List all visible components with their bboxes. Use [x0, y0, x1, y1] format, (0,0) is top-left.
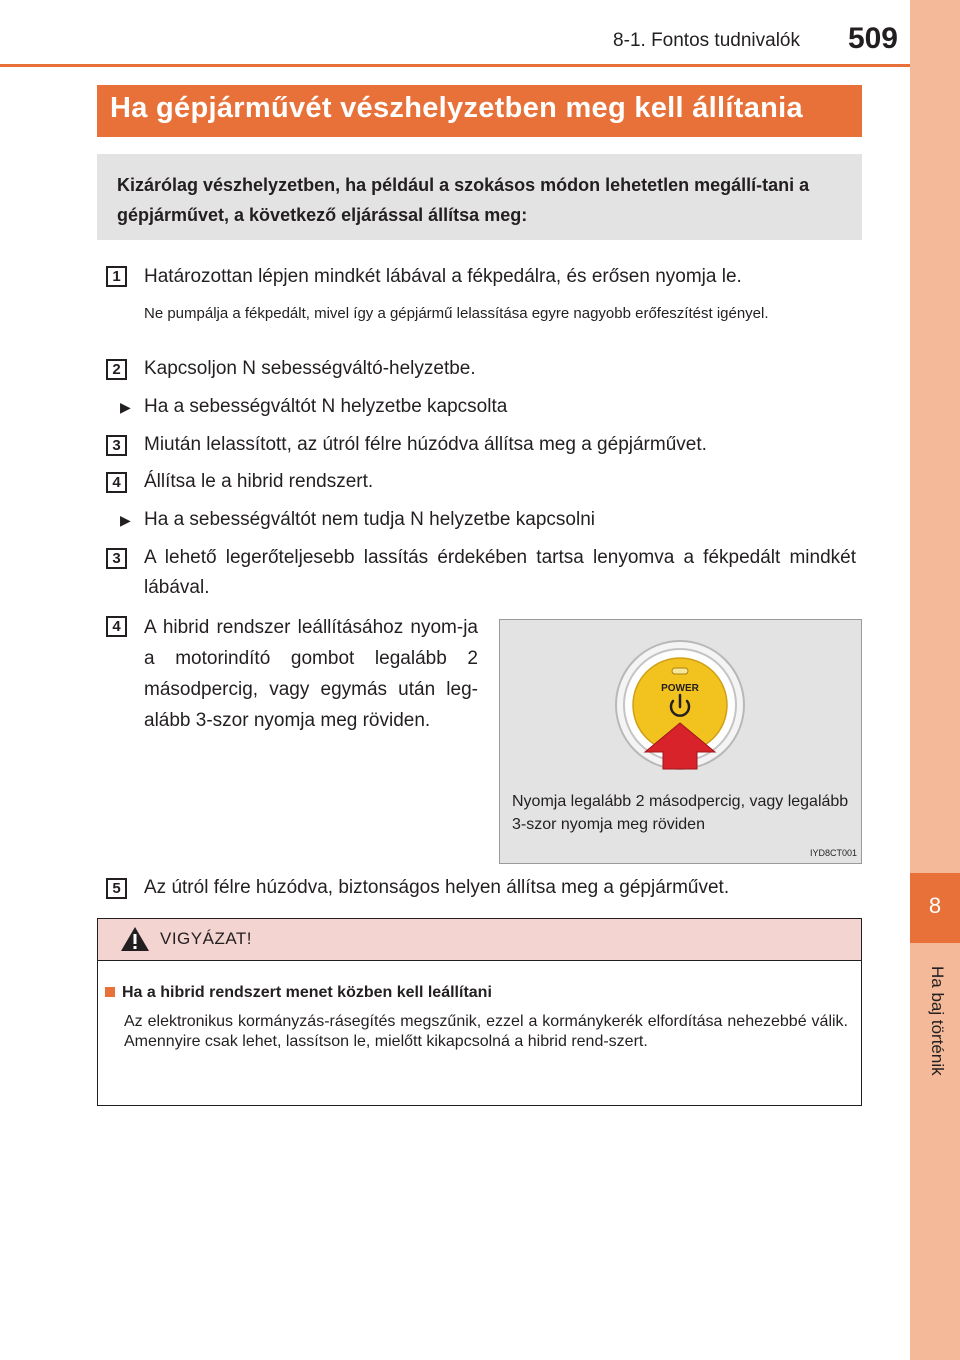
power-button-illustration	[499, 619, 862, 789]
caution-body: Az elektronikus kormányzás-rásegítés megszűnik, ezzel a kormánykerék elfordítása nehezebbé válik. Amennyire csak lehet, lassítson le, mielőtt kikapcsolná a hibrid rend-szert.	[124, 1013, 848, 1050]
step-text: Állítsa le a hibrid rendszert.	[144, 471, 374, 492]
condition-heading: Ha a sebességváltót N helyzetbe kapcsolta	[144, 396, 508, 417]
step-number: 3	[106, 435, 127, 456]
header-rule	[0, 64, 910, 67]
step-text: Az útról félre húzódva, biztonságos helyen állítsa meg a gépjárművet.	[144, 877, 730, 898]
step-text: Kapcsoljon N sebességváltó-helyzetbe.	[144, 358, 476, 379]
indicator-lamp	[672, 668, 688, 674]
caution-title: VIGYÁZAT!	[160, 929, 253, 948]
step-number: 3	[106, 548, 127, 569]
step-number: 1	[106, 266, 127, 287]
chapter-title: Ha baj történik	[928, 966, 947, 1076]
bullet-square-icon	[105, 987, 115, 997]
page-number: 509	[847, 22, 898, 55]
section-title: 8-1. Fontos tudnivalók	[613, 30, 800, 51]
step-text: A hibrid rendszer leállításához nyom-ja a motorindító gombot legalább 2 másodpercig, vagy egymás után leg-alább 3-szor nyomja meg röviden.	[144, 617, 478, 731]
page-title: Ha gépjárművét vészhelyzetben meg kell állítania	[110, 92, 803, 124]
step-number: 5	[106, 878, 127, 899]
figure-caption: Nyomja legalább 2 másodpercig, vagy legalább 3-szor nyomja meg röviden	[512, 793, 849, 833]
triangle-right-icon: ▶	[120, 399, 131, 415]
figure-code: IYD8CT001	[809, 848, 857, 858]
condition-heading: Ha a sebességváltót nem tudja N helyzetbe kapcsolni	[144, 509, 595, 530]
step-text: A lehető legerőteljesebb lassítás érdekében tartsa lenyomva a fékpedált mindkét lábával.	[144, 547, 856, 598]
step-text: Határozottan lépjen mindkét lábával a fékpedálra, és erősen nyomja le.	[144, 266, 742, 287]
caution-subheading: Ha a hibrid rendszert menet közben kell leállítani	[122, 984, 492, 1001]
power-label: POWER	[661, 683, 699, 694]
step-note: Ne pumpálja a fékpedált, mivel így a gépjármű lelassítása egyre nagyobb erőfeszítést igényel.	[144, 305, 769, 322]
chapter-number: 8	[928, 893, 942, 918]
step-number: 2	[106, 359, 127, 380]
chapter-side-tab	[910, 0, 960, 1360]
intro-text: Kizárólag vészhelyzetben, ha például a szokásos módon lehetetlen megállí-tani a gépjárművet, a következő eljárással állítsa meg:	[117, 175, 810, 225]
step-number: 4	[106, 472, 127, 493]
triangle-right-icon: ▶	[120, 512, 131, 528]
step-number: 4	[106, 616, 127, 637]
chapter-title-vertical	[917, 966, 957, 1116]
warning-triangle-icon	[120, 926, 150, 952]
step-text: Miután lelassított, az útról félre húzódva állítsa meg a gépjárművet.	[144, 434, 707, 455]
